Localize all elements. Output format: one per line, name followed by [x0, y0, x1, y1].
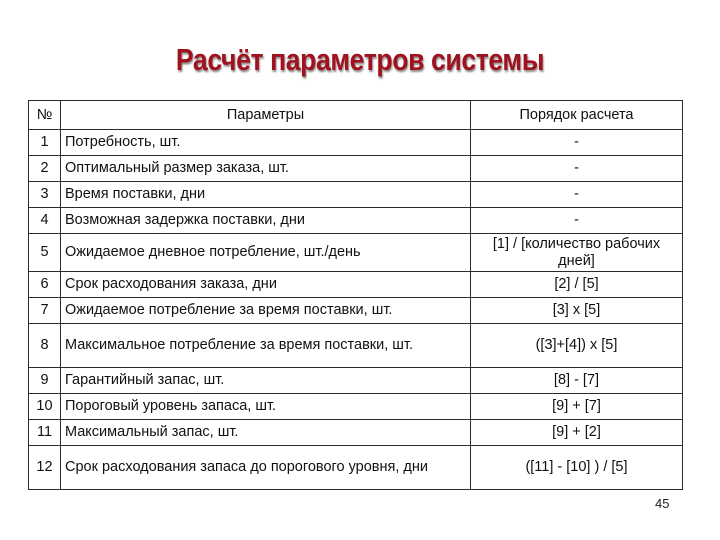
- table-row: [29, 234, 683, 272]
- row-calc: -: [471, 208, 683, 234]
- row-num: 3: [29, 182, 61, 208]
- table-header-row: [29, 101, 683, 130]
- row-calc: ([3]+[4]) х [5]: [471, 324, 683, 368]
- row-param: Срок расходования запаса до порогового уровня, дни: [61, 446, 471, 490]
- row-calc: -: [471, 156, 683, 182]
- row-num: 4: [29, 208, 61, 234]
- row-calc: -: [471, 130, 683, 156]
- row-num: 5: [29, 234, 61, 272]
- row-calc: [9] + [2]: [471, 420, 683, 446]
- row-param: Оптимальный размер заказа, шт.: [61, 156, 471, 182]
- row-calc: [9] + [7]: [471, 394, 683, 420]
- row-num: 8: [29, 324, 61, 368]
- row-calc: [3] х [5]: [471, 298, 683, 324]
- table-row: [29, 298, 683, 324]
- table-row: [29, 272, 683, 298]
- table-row: [29, 182, 683, 208]
- slide-title: Расчёт параметров системы: [175, 42, 545, 77]
- row-num: 2: [29, 156, 61, 182]
- row-param: Потребность, шт.: [61, 130, 471, 156]
- row-calc: -: [471, 182, 683, 208]
- row-param: Пороговый уровень запаса, шт.: [61, 394, 471, 420]
- table-row: [29, 394, 683, 420]
- table-row: [29, 368, 683, 394]
- row-num: 11: [29, 420, 61, 446]
- row-calc: ([11] - [10] ) / [5]: [471, 446, 683, 490]
- row-calc: [2] / [5]: [471, 272, 683, 298]
- table-row: [29, 420, 683, 446]
- row-num: 1: [29, 130, 61, 156]
- row-calc: [8] - [7]: [471, 368, 683, 394]
- table-row: [29, 324, 683, 368]
- table-row: [29, 446, 683, 490]
- row-param: Максимальный запас, шт.: [61, 420, 471, 446]
- row-param: Ожидаемое потребление за время поставки, шт.: [61, 298, 471, 324]
- row-calc: [1] / [количество рабочих дней]: [471, 234, 683, 272]
- row-param: Время поставки, дни: [61, 182, 471, 208]
- row-num: 9: [29, 368, 61, 394]
- parameters-table: [28, 100, 683, 490]
- row-num: 10: [29, 394, 61, 420]
- row-num: 6: [29, 272, 61, 298]
- table-row: [29, 156, 683, 182]
- row-param: Максимальное потребление за время поставки, шт.: [61, 324, 471, 368]
- page-number: 45: [655, 496, 670, 511]
- row-num: 7: [29, 298, 61, 324]
- header-param: Параметры: [61, 101, 471, 130]
- header-num: №: [29, 101, 61, 130]
- row-param: Срок расходования заказа, дни: [61, 272, 471, 298]
- row-param: Возможная задержка поставки, дни: [61, 208, 471, 234]
- row-num: 12: [29, 446, 61, 490]
- row-param: Ожидаемое дневное потребление, шт./день: [61, 234, 471, 272]
- table-row: [29, 208, 683, 234]
- table-row: [29, 130, 683, 156]
- row-param: Гарантийный запас, шт.: [61, 368, 471, 394]
- header-calc: Порядок расчета: [471, 101, 683, 130]
